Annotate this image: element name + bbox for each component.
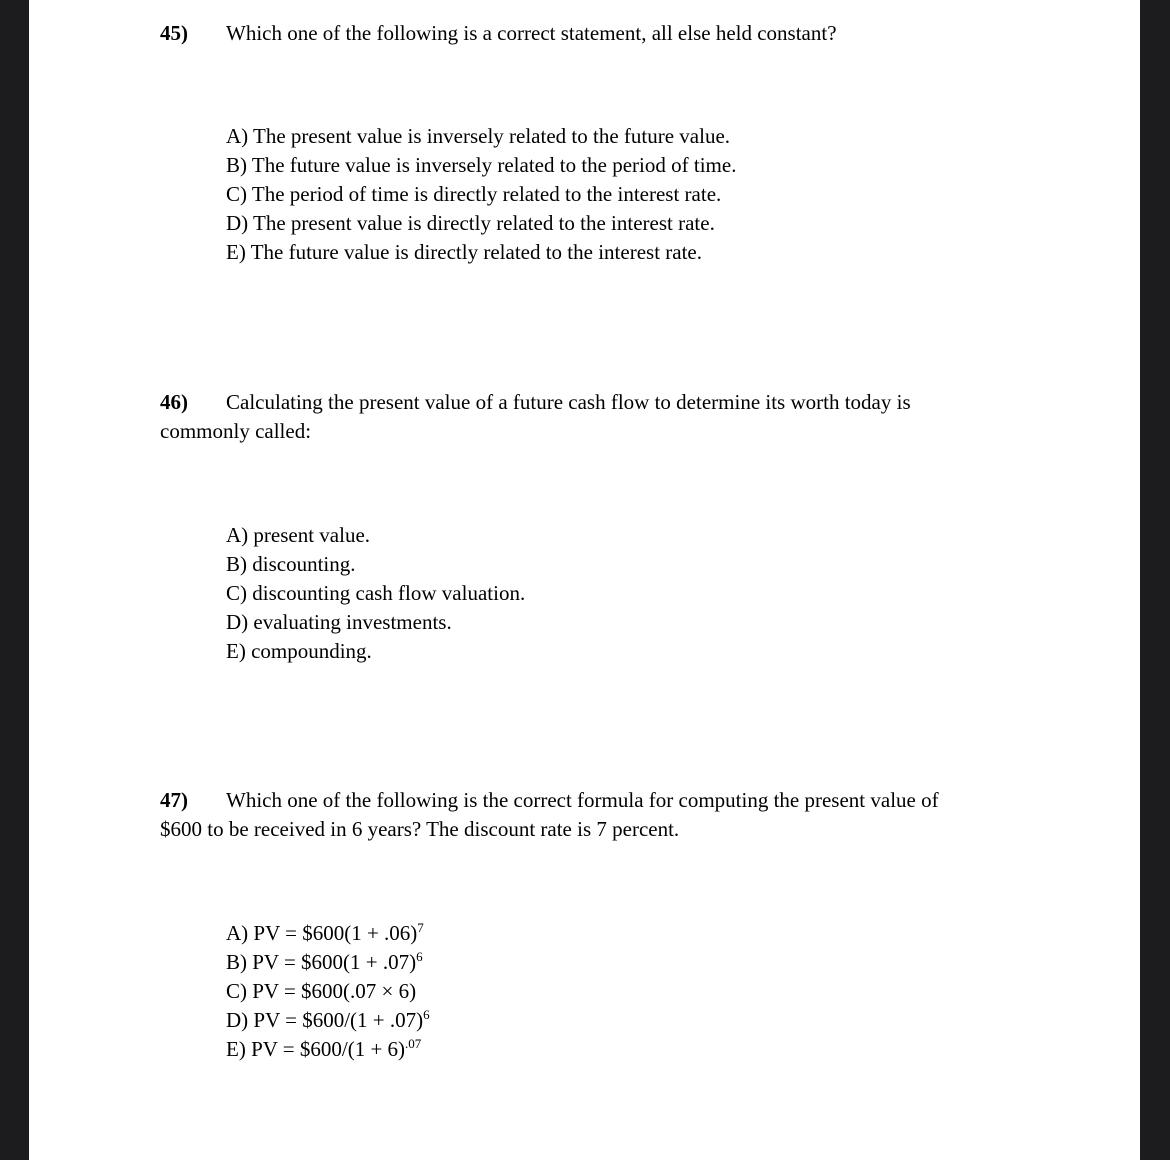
option-b: B) discounting. [226,552,356,576]
question-text: Calculating the present value of a future cash flow to determine its worth today is commonly called: [160,390,911,443]
question-number: 46) [160,390,188,414]
answer-options [226,122,736,267]
question-stem [160,786,980,844]
formula-text: A) PV = $600(1 + .06) [226,921,418,945]
answer-options [226,919,430,1064]
formula-text: D) PV = $600/(1 + .07) [226,1008,424,1032]
question-45 [160,19,980,264]
option-c: C) The period of time is directly related to the interest rate. [226,182,722,206]
answer-options [226,521,525,666]
question-stem [160,19,980,48]
formula-text: E) PV = $600/(1 + 6) [226,1037,406,1061]
option-d: D) The present value is directly related to the interest rate. [226,211,715,235]
option-e [226,1035,430,1064]
formula-text: B) PV = $600(1 + .07) [226,950,417,974]
formula-text: C) PV = $600(.07 × 6) [226,979,417,1003]
question-stem [160,388,980,446]
option-e: E) compounding. [226,639,372,663]
formula-exponent: 7 [417,920,424,935]
option-a [226,919,430,948]
option-c [226,977,430,1006]
formula-exponent: 6 [416,949,423,964]
question-text: Which one of the following is a correct statement, all else held constant? [226,21,837,45]
option-e: E) The future value is directly related to the interest rate. [226,240,702,264]
question-text: Which one of the following is the correct formula for computing the present value of $600 to be received in 6 years? The discount rate is 7 percent. [160,788,939,841]
question-number: 45) [160,21,188,45]
formula-exponent: 6 [423,1007,430,1022]
option-d [226,1006,430,1035]
option-b [226,948,430,977]
question-46 [160,388,980,663]
formula-exponent: .07 [405,1036,422,1051]
option-a: A) present value. [226,523,371,547]
option-b: B) The future value is inversely related to the period of time. [226,153,737,177]
option-c: C) discounting cash flow valuation. [226,581,526,605]
question-47 [160,786,980,1061]
question-number: 47) [160,788,188,812]
document-page [29,0,1140,1160]
option-a: A) The present value is inversely related to the future value. [226,124,731,148]
option-d: D) evaluating investments. [226,610,452,634]
